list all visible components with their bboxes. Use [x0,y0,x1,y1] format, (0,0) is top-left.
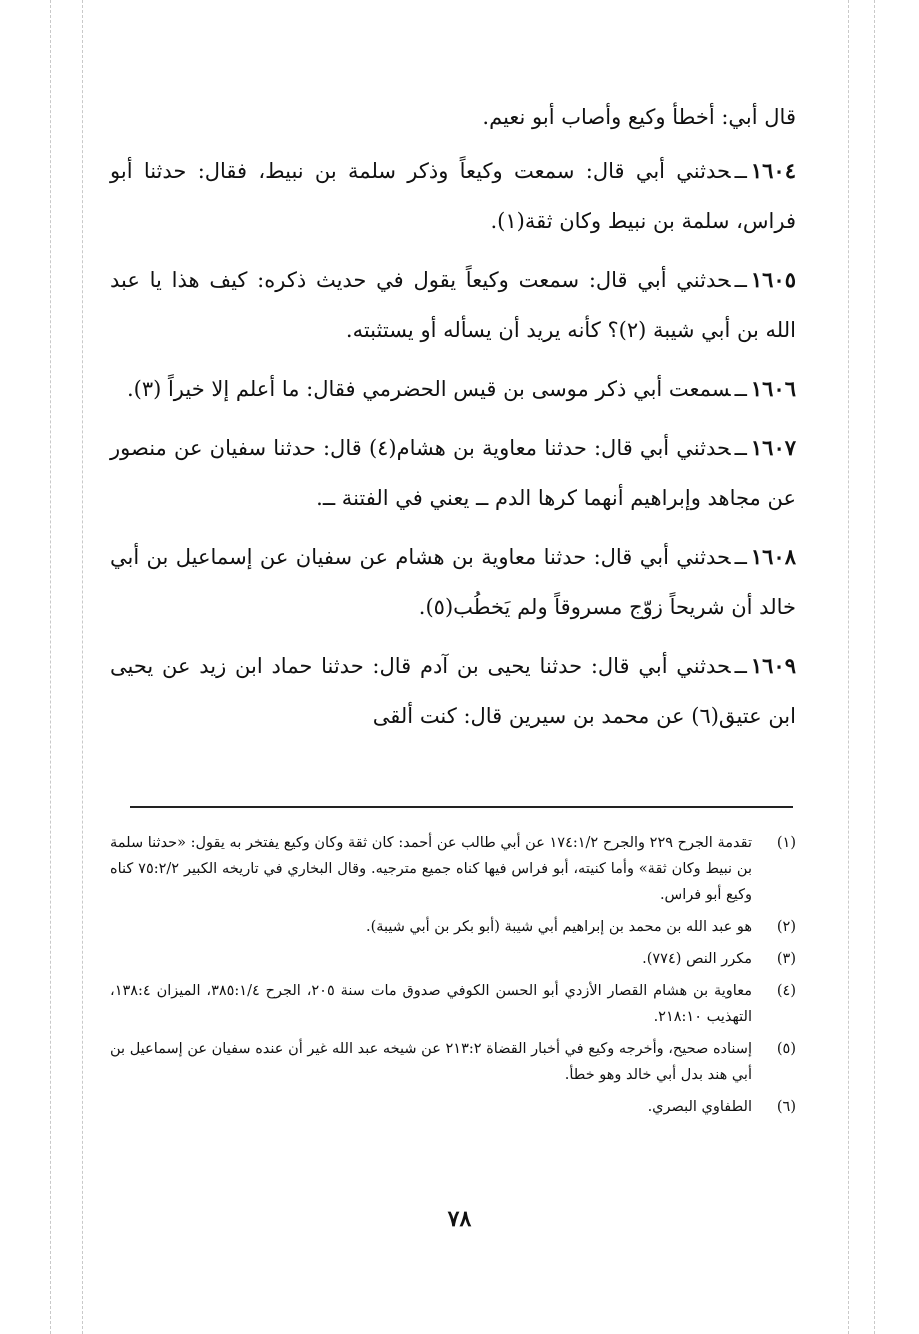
hadith-dash: ــ [734,159,747,183]
page-number: ٧٨ [447,1206,472,1232]
paragraph-text: قال أبي: أخطأ وكيع وأصاب أبو نعيم. [482,105,796,129]
footnote-3 [110,946,796,972]
footnote-text: تقدمة الجرح ٢٢٩ والجرح ١٧٤:١/٢ عن أبي طالب عن أحمد: كان ثقة وكان وكيع يفتخر به يقول: «حدثنا سلمة بن نبيط وكان ثقة» وأما كنيته، أبو فراس فيها كناه جميع مترجيه. وقال البخاري في تاريخه الكبير ٧٥:٢/٢ كناه وكيع أبو فراس. [110,835,753,903]
footnote-label: (١) [776,835,796,851]
hadith-dash: ــ [734,268,747,292]
footnote-text: الطفاوي البصري. [647,1099,752,1115]
hadith-1607 [110,423,796,523]
hadith-text: حدثني أبي قال: سمعت وكيعاً يقول في حديث ذكره: كيف هذا يا عبد الله بن أبي شيبة (٢)؟ كأنه يريد أن يسأله أو يستثبته. [110,268,796,342]
scan-guide-right-inner [848,0,849,1334]
footnote-2 [110,914,796,940]
footnote-label: (٣) [776,951,796,967]
main-text [110,92,796,750]
paragraph-continuation [110,92,796,142]
hadith-number: ١٦٠٦ [750,376,796,401]
hadith-number: ١٦٠٩ [750,653,796,678]
hadith-text: سمعت أبي ذكر موسى بن قيس الحضرمي فقال: ما أعلم إلا خيراً (٣). [126,377,731,401]
hadith-dash: ــ [734,377,747,401]
hadith-1609 [110,641,796,741]
hadith-number: ١٦٠٥ [750,267,796,292]
hadith-number: ١٦٠٧ [750,435,797,460]
hadith-text: حدثني أبي قال: حدثنا يحيى بن آدم قال: حدثنا حماد ابن زيد عن يحيى ابن عتيق(٦) عن محمد بن سيرين قال: كنت ألقى [110,654,796,728]
hadith-1608 [110,532,796,632]
hadith-1605 [110,255,796,355]
hadith-text: حدثني أبي قال: حدثنا معاوية بن هشام(٤) قال: حدثنا سفيان عن منصور عن مجاهد وإبراهيم أنهما كرها الدم ــ يعني في الفتنة ــ. [110,436,796,510]
hadith-dash: ــ [734,436,747,460]
footnote-text: معاوية بن هشام القصار الأزدي أبو الحسن الكوفي صدوق مات سنة ٢٠٥، الجرح ٣٨٥:١/٤، الميزان ١٣٨:٤، التهذيب ٢١٨:١٠. [110,983,752,1025]
footnote-label: (٢) [776,919,796,935]
footnote-4 [110,978,796,1030]
footnote-5 [110,1036,796,1088]
footnote-label: (٥) [776,1041,796,1057]
footnotes [110,830,796,1126]
footnote-text: مكرر النص (٧٧٤). [642,951,752,967]
footnote-text: هو عبد الله بن محمد بن إبراهيم أبي شيبة (أبو بكر بن أبي شيبة). [366,919,752,935]
footnote-label: (٤) [776,983,796,999]
hadith-number: ١٦٠٤ [750,158,796,183]
hadith-1604 [110,146,796,246]
hadith-number: ١٦٠٨ [750,544,796,569]
footnote-1 [110,830,796,908]
hadith-text: حدثني أبي قال: حدثنا معاوية بن هشام عن سفيان عن إسماعيل بن أبي خالد أن شريحاً زوّج مسروقاً ولم يَخطُب(٥). [110,545,796,619]
hadith-1606 [110,364,796,414]
footnote-separator [130,806,793,808]
footnote-label: (٦) [776,1099,796,1115]
scan-guide-left-inner [82,0,83,1334]
footnote-6 [110,1094,796,1120]
hadith-dash: ــ [734,545,747,569]
footnote-text: إسناده صحيح، وأخرجه وكيع في أخبار القضاة ٢١٣:٢ عن شيخه عبد الله غير أن عنده سفيان عن إسماعيل بن أبي هند بدل أبي خالد وهو خطأ. [110,1041,752,1083]
hadith-text: حدثني أبي قال: سمعت وكيعاً وذكر سلمة بن نبيط، فقال: حدثنا أبو فراس، سلمة بن نبيط وكان ثقة(١). [110,159,796,233]
hadith-dash: ــ [734,654,747,678]
scan-guide-right [874,0,875,1334]
scan-guide-left [50,0,51,1334]
